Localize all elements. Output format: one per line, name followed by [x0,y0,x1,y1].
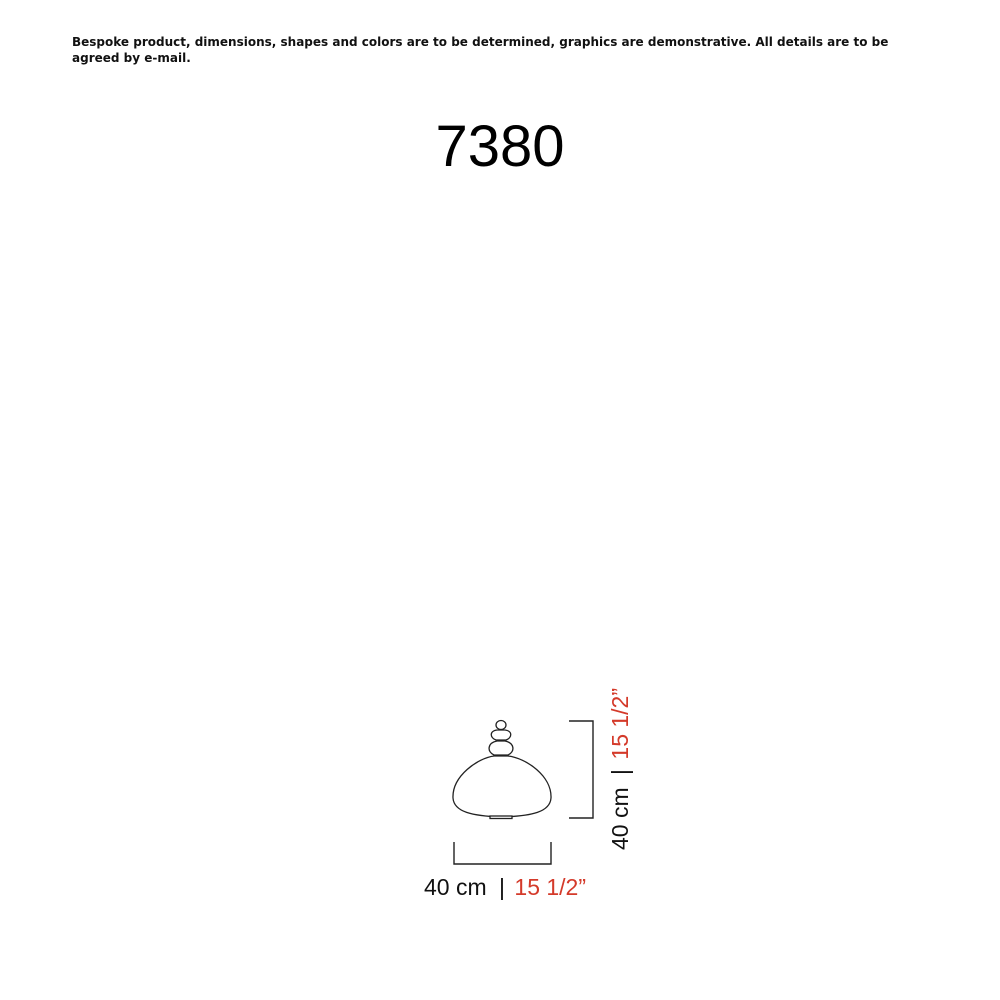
lamp-top-knob [496,721,506,730]
width-separator: | [499,874,506,900]
lamp-upper-bulb [489,741,513,755]
model-number: 7380 [435,114,565,179]
height-separator: | [607,768,633,775]
disclaimer-text: Bespoke product, dimensions, shapes and colors are to be determined, graphics are demonstrative. All details are to be agreed by e-mail. [72,35,889,65]
lamp-shade [453,756,551,817]
lamp-base [490,816,512,819]
lamp-outline [453,721,551,819]
height-imperial: 15 1/2” [607,687,633,760]
lamp-middle-bulb [491,730,511,740]
width-imperial: 15 1/2” [514,874,587,900]
width-label [424,874,586,900]
height-label [607,688,633,850]
width-dimension-bracket [454,842,551,864]
height-metric: 40 cm [607,787,633,850]
height-dimension-bracket [569,721,593,818]
width-metric: 40 cm [424,874,487,900]
